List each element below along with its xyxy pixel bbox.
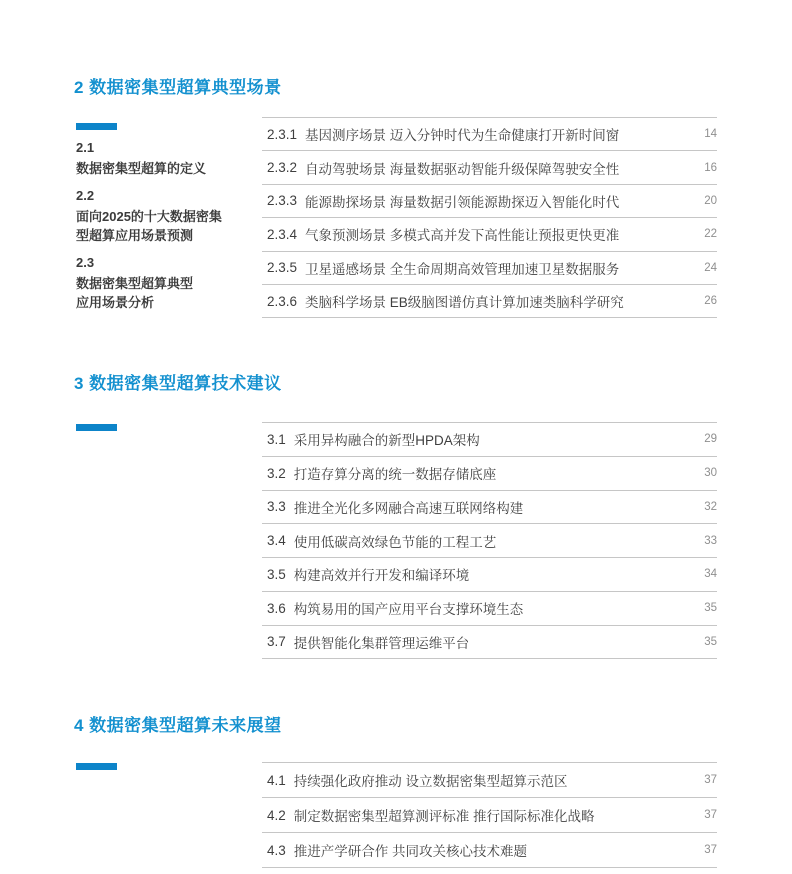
- toc-entry-4-3[interactable]: [262, 832, 717, 867]
- toc-page-number: 35: [704, 602, 717, 615]
- toc-page-number: 37: [704, 844, 717, 857]
- toc-entry-title: 构建高效并行开发和编译环境: [293, 568, 470, 584]
- toc-entry-3-2[interactable]: [262, 456, 717, 490]
- toc-entry-3-1[interactable]: [262, 422, 717, 456]
- sidebar-item-number: 2.2: [76, 188, 95, 203]
- toc-entry-number: 3.6: [267, 600, 286, 616]
- toc-entry-title: 卫星遥感场景 全生命周期高效管理加速卫星数据服务: [305, 261, 620, 277]
- toc-entry-number: 3.2: [267, 465, 286, 481]
- toc-entry-title: 打造存算分离的统一数据存储底座: [293, 467, 497, 483]
- toc-entry-number: 2.3.3: [267, 193, 298, 209]
- toc-page-number: 26: [704, 295, 717, 308]
- toc-entry-2-3-6[interactable]: [262, 284, 717, 317]
- toc-page-number: 14: [704, 128, 717, 141]
- toc-entry-number: 3.7: [267, 634, 286, 650]
- sidebar-item-2-2[interactable]: [76, 188, 256, 245]
- toc-entry-title: 使用低碳高效绿色节能的工程工艺: [293, 534, 497, 550]
- sidebar-item-2-3[interactable]: [76, 255, 256, 312]
- sidebar-item-title: [76, 207, 256, 245]
- sidebar-item-title-line: 数据密集型超算典型: [76, 276, 194, 291]
- sidebar-item-number: 2.3: [76, 255, 95, 270]
- toc-entry-number: 2.3.2: [267, 160, 298, 176]
- toc-entry-title: 提供智能化集群管理运维平台: [293, 635, 470, 651]
- sidebar-item-title-line: 型超算应用场景预测: [76, 228, 194, 243]
- toc-entry-title: 气象预测场景 多模式高并发下高性能让预报更快更准: [305, 228, 620, 244]
- toc-entry-2-3-4[interactable]: [262, 217, 717, 250]
- toc-entry-2-3-5[interactable]: [262, 251, 717, 284]
- toc-page-number: 37: [704, 774, 717, 787]
- sidebar-item-title: [76, 159, 256, 178]
- section-4-sidebar: [76, 763, 256, 780]
- toc-page-number: 20: [704, 194, 717, 207]
- toc-entry-number: 3.1: [267, 431, 286, 447]
- sidebar-item-title-line: 面向2025的十大数据密集: [76, 209, 222, 224]
- toc-entry-number: 4.3: [267, 842, 286, 858]
- accent-bar: [76, 424, 117, 431]
- sidebar-item-number: 2.1: [76, 140, 95, 155]
- toc-page-number: 32: [704, 500, 717, 513]
- sidebar-item-title: [76, 274, 256, 312]
- toc-entry-title: 采用异构融合的新型HPDA架构: [293, 433, 480, 449]
- toc-entry-title: 推进全光化多网融合高速互联网络构建: [293, 500, 524, 516]
- toc-entry-number: 2.3.4: [267, 226, 298, 242]
- toc-page-number: 29: [704, 433, 717, 446]
- sidebar-item-2-1[interactable]: [76, 140, 256, 178]
- section-3-heading: 3 数据密集型超算技术建议: [74, 374, 282, 393]
- toc-entry-title: 自动驾驶场景 海量数据驱动智能升级保障驾驶安全性: [305, 161, 620, 177]
- section-3-sidebar: [76, 424, 256, 441]
- toc-entry-2-3-2[interactable]: [262, 150, 717, 183]
- toc-entry-3-4[interactable]: [262, 523, 717, 557]
- toc-entry-title: 构筑易用的国产应用平台支撑环境生态: [293, 602, 524, 618]
- section-2-sidebar: [76, 123, 256, 322]
- toc-entry-3-3[interactable]: [262, 490, 717, 524]
- toc-entry-number: 2.3.1: [267, 126, 298, 142]
- toc-entry-3-7[interactable]: [262, 625, 717, 659]
- toc-entry-2-3-3[interactable]: [262, 184, 717, 217]
- toc-entry-number: 3.4: [267, 533, 286, 549]
- toc-entry-title: 能源勘探场景 海量数据引领能源勘探迈入智能化时代: [305, 194, 620, 210]
- toc-entry-2-3-1[interactable]: [262, 117, 717, 150]
- toc-page-number: 34: [704, 568, 717, 581]
- toc-page-number: 33: [704, 534, 717, 547]
- toc-entry-4-1[interactable]: [262, 762, 717, 797]
- section-2-toc: [262, 117, 717, 318]
- toc-entry-title: 基因测序场景 迈入分钟时代为生命健康打开新时间窗: [305, 128, 620, 144]
- toc-page-number: 30: [704, 467, 717, 480]
- section-3-toc: [262, 422, 717, 659]
- accent-bar: [76, 123, 117, 130]
- toc-entry-title: 类脑科学场景 EB级脑图谱仿真计算加速类脑科学研究: [305, 295, 624, 311]
- toc-entry-3-5[interactable]: [262, 557, 717, 591]
- toc-page-number: 35: [704, 635, 717, 648]
- sidebar-item-title-line: 应用场景分析: [76, 295, 155, 310]
- section-4-toc: [262, 762, 717, 868]
- accent-bar: [76, 763, 117, 770]
- toc-entry-number: 2.3.5: [267, 260, 298, 276]
- toc-entry-number: 3.3: [267, 499, 286, 515]
- toc-entry-3-6[interactable]: [262, 591, 717, 625]
- sidebar-item-title-line: 数据密集型超算的定义: [76, 161, 207, 176]
- toc-entry-title: 推进产学研合作 共同攻关核心技术难题: [293, 844, 528, 860]
- toc-page-number: 24: [704, 261, 717, 274]
- toc-entry-number: 2.3.6: [267, 293, 298, 309]
- toc-entry-title: 持续强化政府推动 设立数据密集型超算示范区: [293, 774, 568, 790]
- section-2-heading: 2 数据密集型超算典型场景: [74, 78, 282, 97]
- toc-page-number: 22: [704, 228, 717, 241]
- toc-entry-number: 4.2: [267, 807, 286, 823]
- section-4-heading: 4 数据密集型超算未来展望: [74, 716, 282, 735]
- toc-entry-number: 3.5: [267, 566, 286, 582]
- toc-entry-number: 4.1: [267, 772, 286, 788]
- toc-page-number: 16: [704, 161, 717, 174]
- toc-entry-4-2[interactable]: [262, 797, 717, 832]
- toc-entry-title: 制定数据密集型超算测评标准 推行国际标准化战略: [293, 809, 595, 825]
- toc-page-number: 37: [704, 809, 717, 822]
